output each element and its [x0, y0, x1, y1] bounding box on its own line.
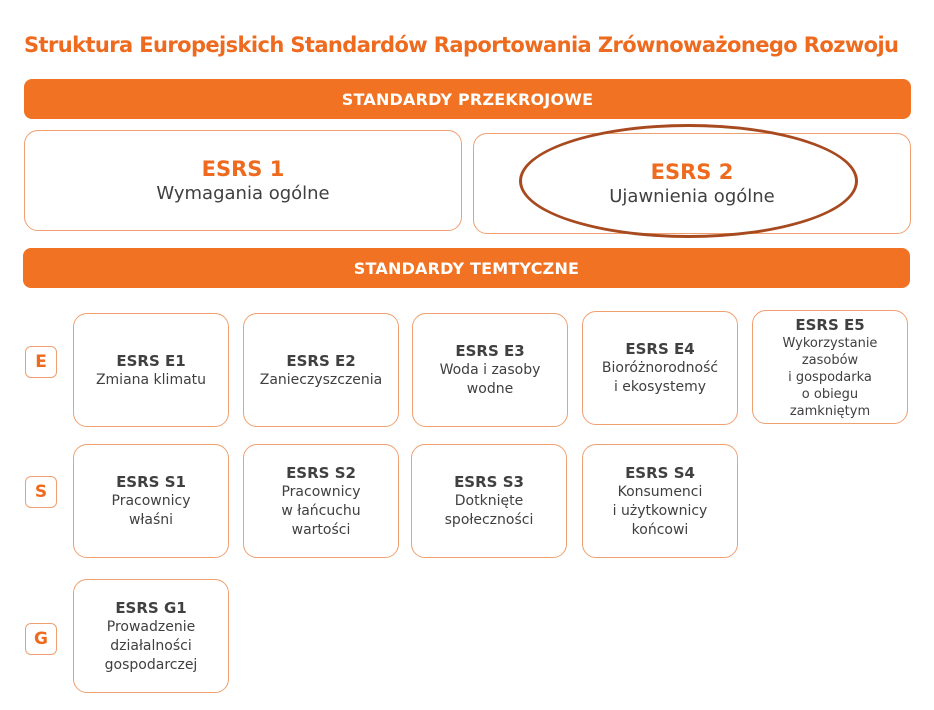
esrs-g1-desc: Prowadzenie działalności gospodarczej	[104, 618, 198, 673]
esrs-s2-card[interactable]	[243, 444, 399, 558]
esrs-s2-desc: Pracownicy w łańcuchu wartości	[281, 483, 361, 538]
esrs-s3-desc: Dotknięte społeczności	[444, 493, 534, 528]
esrs-e2-code: ESRS E2	[286, 351, 356, 370]
esrs-s4-code: ESRS S4	[625, 463, 695, 482]
esrs-e1-card[interactable]	[73, 313, 229, 427]
esrs-e1-desc: Zmiana klimatu	[95, 371, 207, 388]
esrs-e2-desc: Zanieczyszczenia	[259, 371, 383, 388]
esrs-e5-desc: Wykorzystanie zasobów i gospodarka o obiegu zamkniętym	[782, 335, 878, 419]
esrs-e5-code: ESRS E5	[795, 315, 865, 334]
esrs-e2-card[interactable]	[243, 313, 399, 427]
esrs-s4-card[interactable]	[582, 444, 738, 558]
page-title: Struktura Europejskich Standardów Raportowania Zrównoważonego Rozwoju	[24, 33, 899, 57]
esrs-s1-desc: Pracownicy właśni	[111, 493, 191, 528]
esrs-2-code: ESRS 2	[650, 159, 734, 184]
esrs-e4-desc: Bioróżnorodność i ekosystemy	[601, 360, 719, 395]
esrs-e4-card[interactable]	[582, 311, 738, 425]
esrs-1-name: Wymagania ogólne	[156, 182, 330, 204]
esrs-s3-card[interactable]	[411, 444, 567, 558]
esrs-e4-code: ESRS E4	[625, 340, 695, 358]
esrs-s3-code: ESRS S3	[454, 473, 524, 491]
esrs-s1-card[interactable]	[73, 444, 229, 558]
esrs-1-box[interactable]	[24, 130, 462, 231]
esrs-e3-code: ESRS E3	[455, 342, 525, 360]
cross-cutting-header: STANDARDY PRZEKROJOWE	[24, 79, 911, 119]
esrs-2-name: Ujawnienia ogólne	[609, 185, 775, 207]
environment-letter-badge: E	[25, 346, 57, 378]
governance-letter-badge: G	[25, 623, 57, 655]
esrs-g1-card[interactable]	[73, 579, 229, 693]
esrs-e3-desc: Woda i zasoby wodne	[439, 362, 541, 397]
esrs-s4-desc: Konsumenci i użytkownicy końcowi	[612, 483, 708, 538]
esrs-e5-card[interactable]	[752, 310, 908, 424]
social-letter-badge: S	[25, 476, 57, 508]
esrs-e1-code: ESRS E1	[116, 351, 186, 370]
topical-header: STANDARDY TEMTYCZNE	[23, 248, 910, 288]
esrs-s1-code: ESRS S1	[116, 473, 186, 491]
esrs-e3-card[interactable]	[412, 313, 568, 427]
esrs-g1-code: ESRS G1	[115, 598, 187, 617]
esrs-1-code: ESRS 1	[201, 156, 285, 181]
esrs-2-box[interactable]	[473, 133, 911, 234]
esrs-s2-code: ESRS S2	[286, 463, 356, 482]
